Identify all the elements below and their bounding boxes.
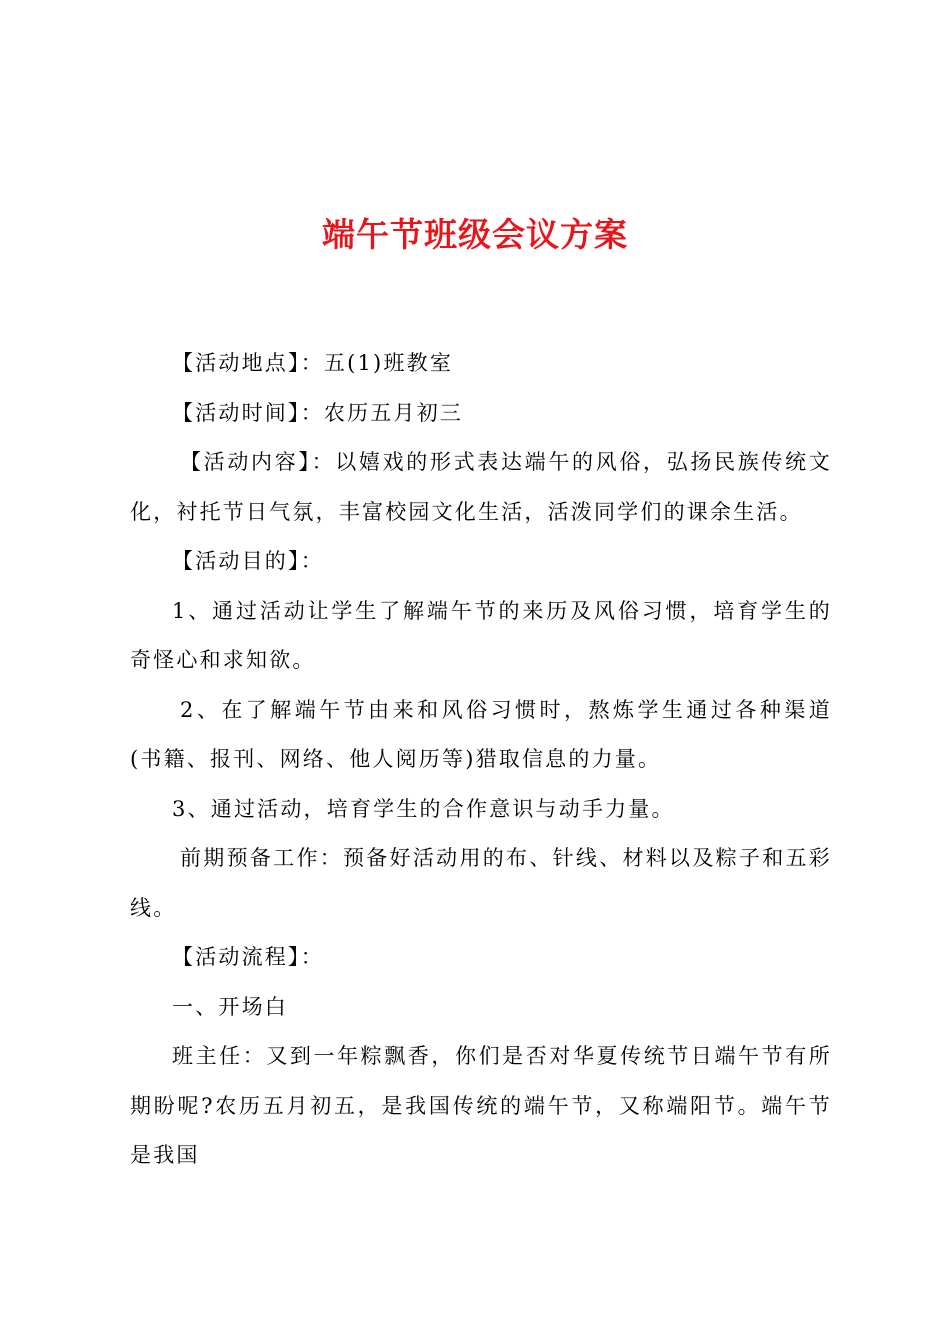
paragraph-content: 【活动内容】：以嬉戏的形式表达端午的风俗，弘扬民族传统文化，衬托节日气氛，丰富校园文化生活，活泼同学们的课余生活。 bbox=[130, 450, 832, 524]
paragraph-preparation: 前期预备工作：预备好活动用的布、针线、材料以及粽子和五彩线。 bbox=[130, 846, 832, 920]
paragraph-time: 【活动时间】：农历五月初三 bbox=[172, 400, 464, 425]
paragraph-opening-heading: 一、开场白 bbox=[172, 994, 288, 1019]
paragraph-purpose-3: 3、通过活动，培育学生的合作意识与动手力量。 bbox=[172, 796, 675, 821]
paragraph-purpose-1: 1、通过活动让学生了解端午节的来历及风俗习惯，培育学生的奇怪心和求知欲。 bbox=[130, 598, 832, 672]
paragraph-purpose-heading: 【活动目的】： bbox=[172, 549, 324, 573]
paragraph-purpose-2: 2、在了解端午节由来和风俗习惯时，熬炼学生通过各种渠道(书籍、报刊、网络、他人阅历等)猎取信息的力量。 bbox=[130, 697, 832, 771]
paragraph-location: 【活动地点】：五(1)班教室 bbox=[172, 351, 454, 375]
document-body bbox=[130, 339, 832, 1181]
document-title: 端午节班级会议方案 bbox=[322, 215, 628, 254]
paragraph-process-heading: 【活动流程】： bbox=[172, 945, 324, 969]
paragraph-teacher-speech: 班主任：又到一年粽飘香，你们是否对华夏传统节日端午节有所期盼呢?农历五月初五，是我国传统的端午节，又称端阳节。端午节是我国 bbox=[130, 1044, 832, 1167]
